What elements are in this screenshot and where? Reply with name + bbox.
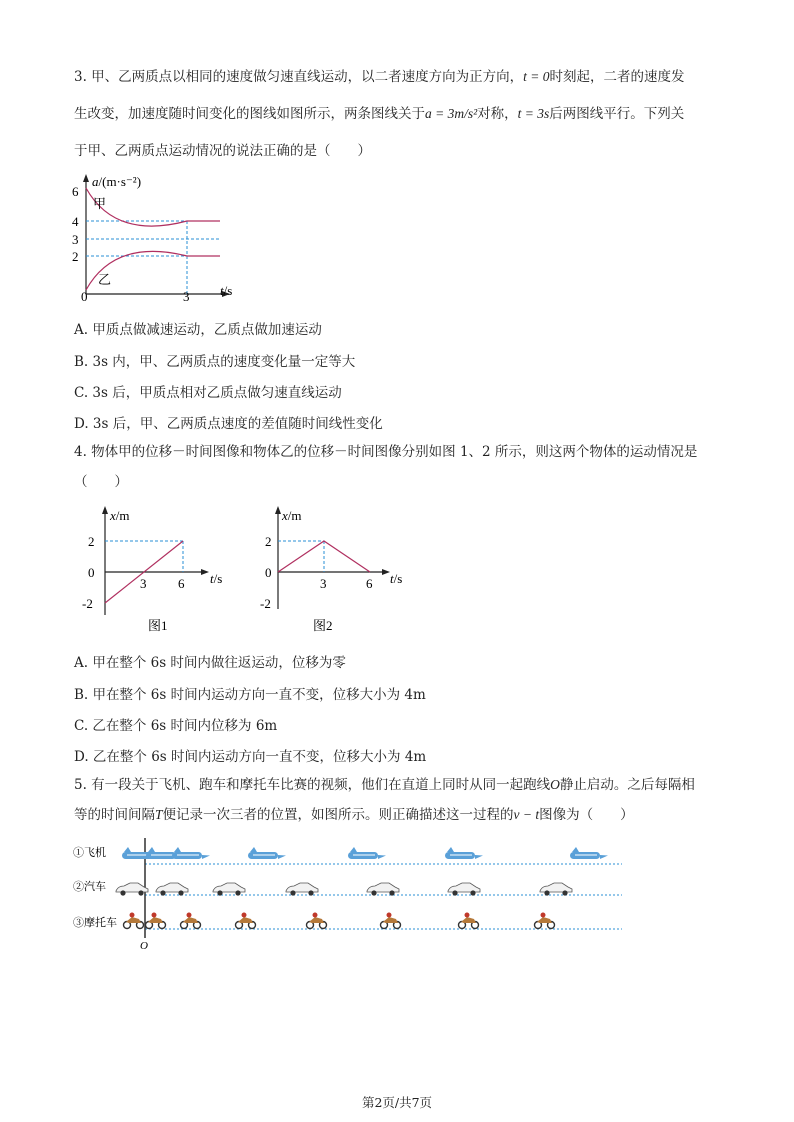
y-axis-label: x/m	[110, 508, 130, 523]
motorcycle-icon	[381, 913, 401, 929]
y-axis-arrow	[102, 506, 108, 514]
x-axis-arrow	[382, 569, 390, 575]
q4-option-d[interactable]: D. 乙在整个 6s 时间内运动方向一直不变，位移大小为 4m	[74, 749, 427, 765]
page-footer: 第2页/共7页	[361, 1095, 433, 1110]
q5-race-figure	[70, 838, 630, 950]
ytick-4: 4	[72, 214, 79, 229]
ytick-0: 0	[88, 565, 95, 580]
x-axis-arrow	[201, 569, 209, 575]
xtick-3: 3	[183, 289, 190, 304]
q3-option-d[interactable]: D. 3s 后，甲、乙两质点速度的差值随时间线性变化	[74, 416, 383, 432]
car-icon	[540, 883, 572, 896]
q3-line-2: 生改变，加速度随时间变化的图线如图所示，两条图线关于a = 3m/s²对称，t = 3s后两图线平行。下列关	[74, 106, 685, 122]
ytick-neg2: -2	[82, 596, 93, 611]
ytick-neg2: -2	[260, 596, 271, 611]
xtick-3: 3	[320, 576, 327, 591]
car-icon	[448, 883, 480, 896]
q5-line-1: 5. 有一段关于飞机、跑车和摩托车比赛的视频，他们在直道上同时从同一起跑线O静止启动。之后每隔相	[74, 777, 695, 793]
row-label-car: ②汽车	[73, 881, 106, 893]
car-icon	[213, 883, 245, 896]
row-label-airplane: ①飞机	[73, 847, 106, 859]
q4-line-1: 4. 物体甲的位移－时间图像和物体乙的位移－时间图像分别如图 1、2 所示，则这两个物体的运动情况是	[74, 444, 698, 460]
q3-option-b[interactable]: B. 3s 内，甲、乙两质点的速度变化量一定等大	[74, 354, 356, 370]
ytick-2: 2	[265, 534, 272, 549]
x-axis-label: t/s	[210, 571, 223, 586]
row-label-motorcycle: ③摩托车	[73, 917, 117, 929]
airplane-icon	[172, 847, 210, 859]
ytick-2: 2	[88, 534, 95, 549]
car-icon	[286, 883, 318, 896]
motorcycle-icon	[236, 913, 256, 929]
motorcycle-icon	[535, 913, 555, 929]
x-axis-label: t/s	[390, 571, 403, 586]
motorcycle-icon	[181, 913, 201, 929]
ytick-6: 6	[72, 184, 79, 199]
q4-figure-1	[80, 503, 240, 638]
curve-jia-label: 甲	[93, 196, 107, 211]
q4-option-b[interactable]: B. 甲在整个 6s 时间内运动方向一直不变，位移大小为 4m	[74, 687, 426, 703]
curve-jia	[86, 188, 220, 226]
motorcycle-icon	[146, 913, 166, 929]
ytick-2: 2	[72, 249, 79, 264]
car-icon	[156, 883, 188, 896]
y-axis-arrow	[275, 506, 281, 514]
q4-option-c[interactable]: C. 乙在整个 6s 时间内位移为 6m	[74, 718, 278, 734]
xtick-0: 0	[81, 289, 88, 304]
xtick-3: 3	[140, 576, 147, 591]
q3-option-a[interactable]: A. 甲质点做减速运动，乙质点做加速运动	[74, 322, 322, 338]
y-axis-label: a/(m·s⁻²)	[92, 174, 142, 189]
ytick-0: 0	[265, 565, 272, 580]
xtick-6: 6	[366, 576, 373, 591]
xtick-6: 6	[178, 576, 185, 591]
origin-label: O	[140, 940, 148, 950]
car-icon	[367, 883, 399, 896]
y-axis-arrow	[83, 174, 89, 182]
x-axis-label: t/s	[220, 283, 233, 298]
car-icon	[116, 883, 148, 896]
q5-line-2: 等的时间间隔T便记录一次三者的位置，如图所示。则正确描述这一过程的v − t图像为（ ）	[74, 807, 634, 823]
q4-figure-2	[255, 503, 415, 638]
q3-line-3: 于甲、乙两质点运动情况的说法正确的是（ ）	[74, 143, 371, 159]
airplane-icon	[248, 847, 286, 859]
airplane-icon	[570, 847, 608, 859]
curve-yi-label: 乙	[98, 272, 112, 287]
motorcycle-icon	[307, 913, 327, 929]
airplane-icon	[445, 847, 483, 859]
q3-line-1: 3. 甲、乙两质点以相同的速度做匀速直线运动，以二者速度方向为正方向，t = 0时刻起，二者的速度发	[74, 69, 685, 85]
airplane-icon	[348, 847, 386, 859]
figure-2-caption: 图2	[313, 618, 333, 633]
figure-1-caption: 图1	[148, 618, 168, 633]
motorcycle-icon	[459, 913, 479, 929]
ytick-3: 3	[72, 232, 79, 247]
q4-line-2: （ ）	[74, 474, 128, 490]
q3-acceleration-graph	[60, 170, 250, 305]
q4-option-a[interactable]: A. 甲在整个 6s 时间内做往返运动，位移为零	[74, 655, 346, 671]
q3-option-c[interactable]: C. 3s 后，甲质点相对乙质点做匀速直线运动	[74, 385, 342, 401]
y-axis-label: x/m	[282, 508, 302, 523]
motorcycle-icon	[124, 913, 144, 929]
